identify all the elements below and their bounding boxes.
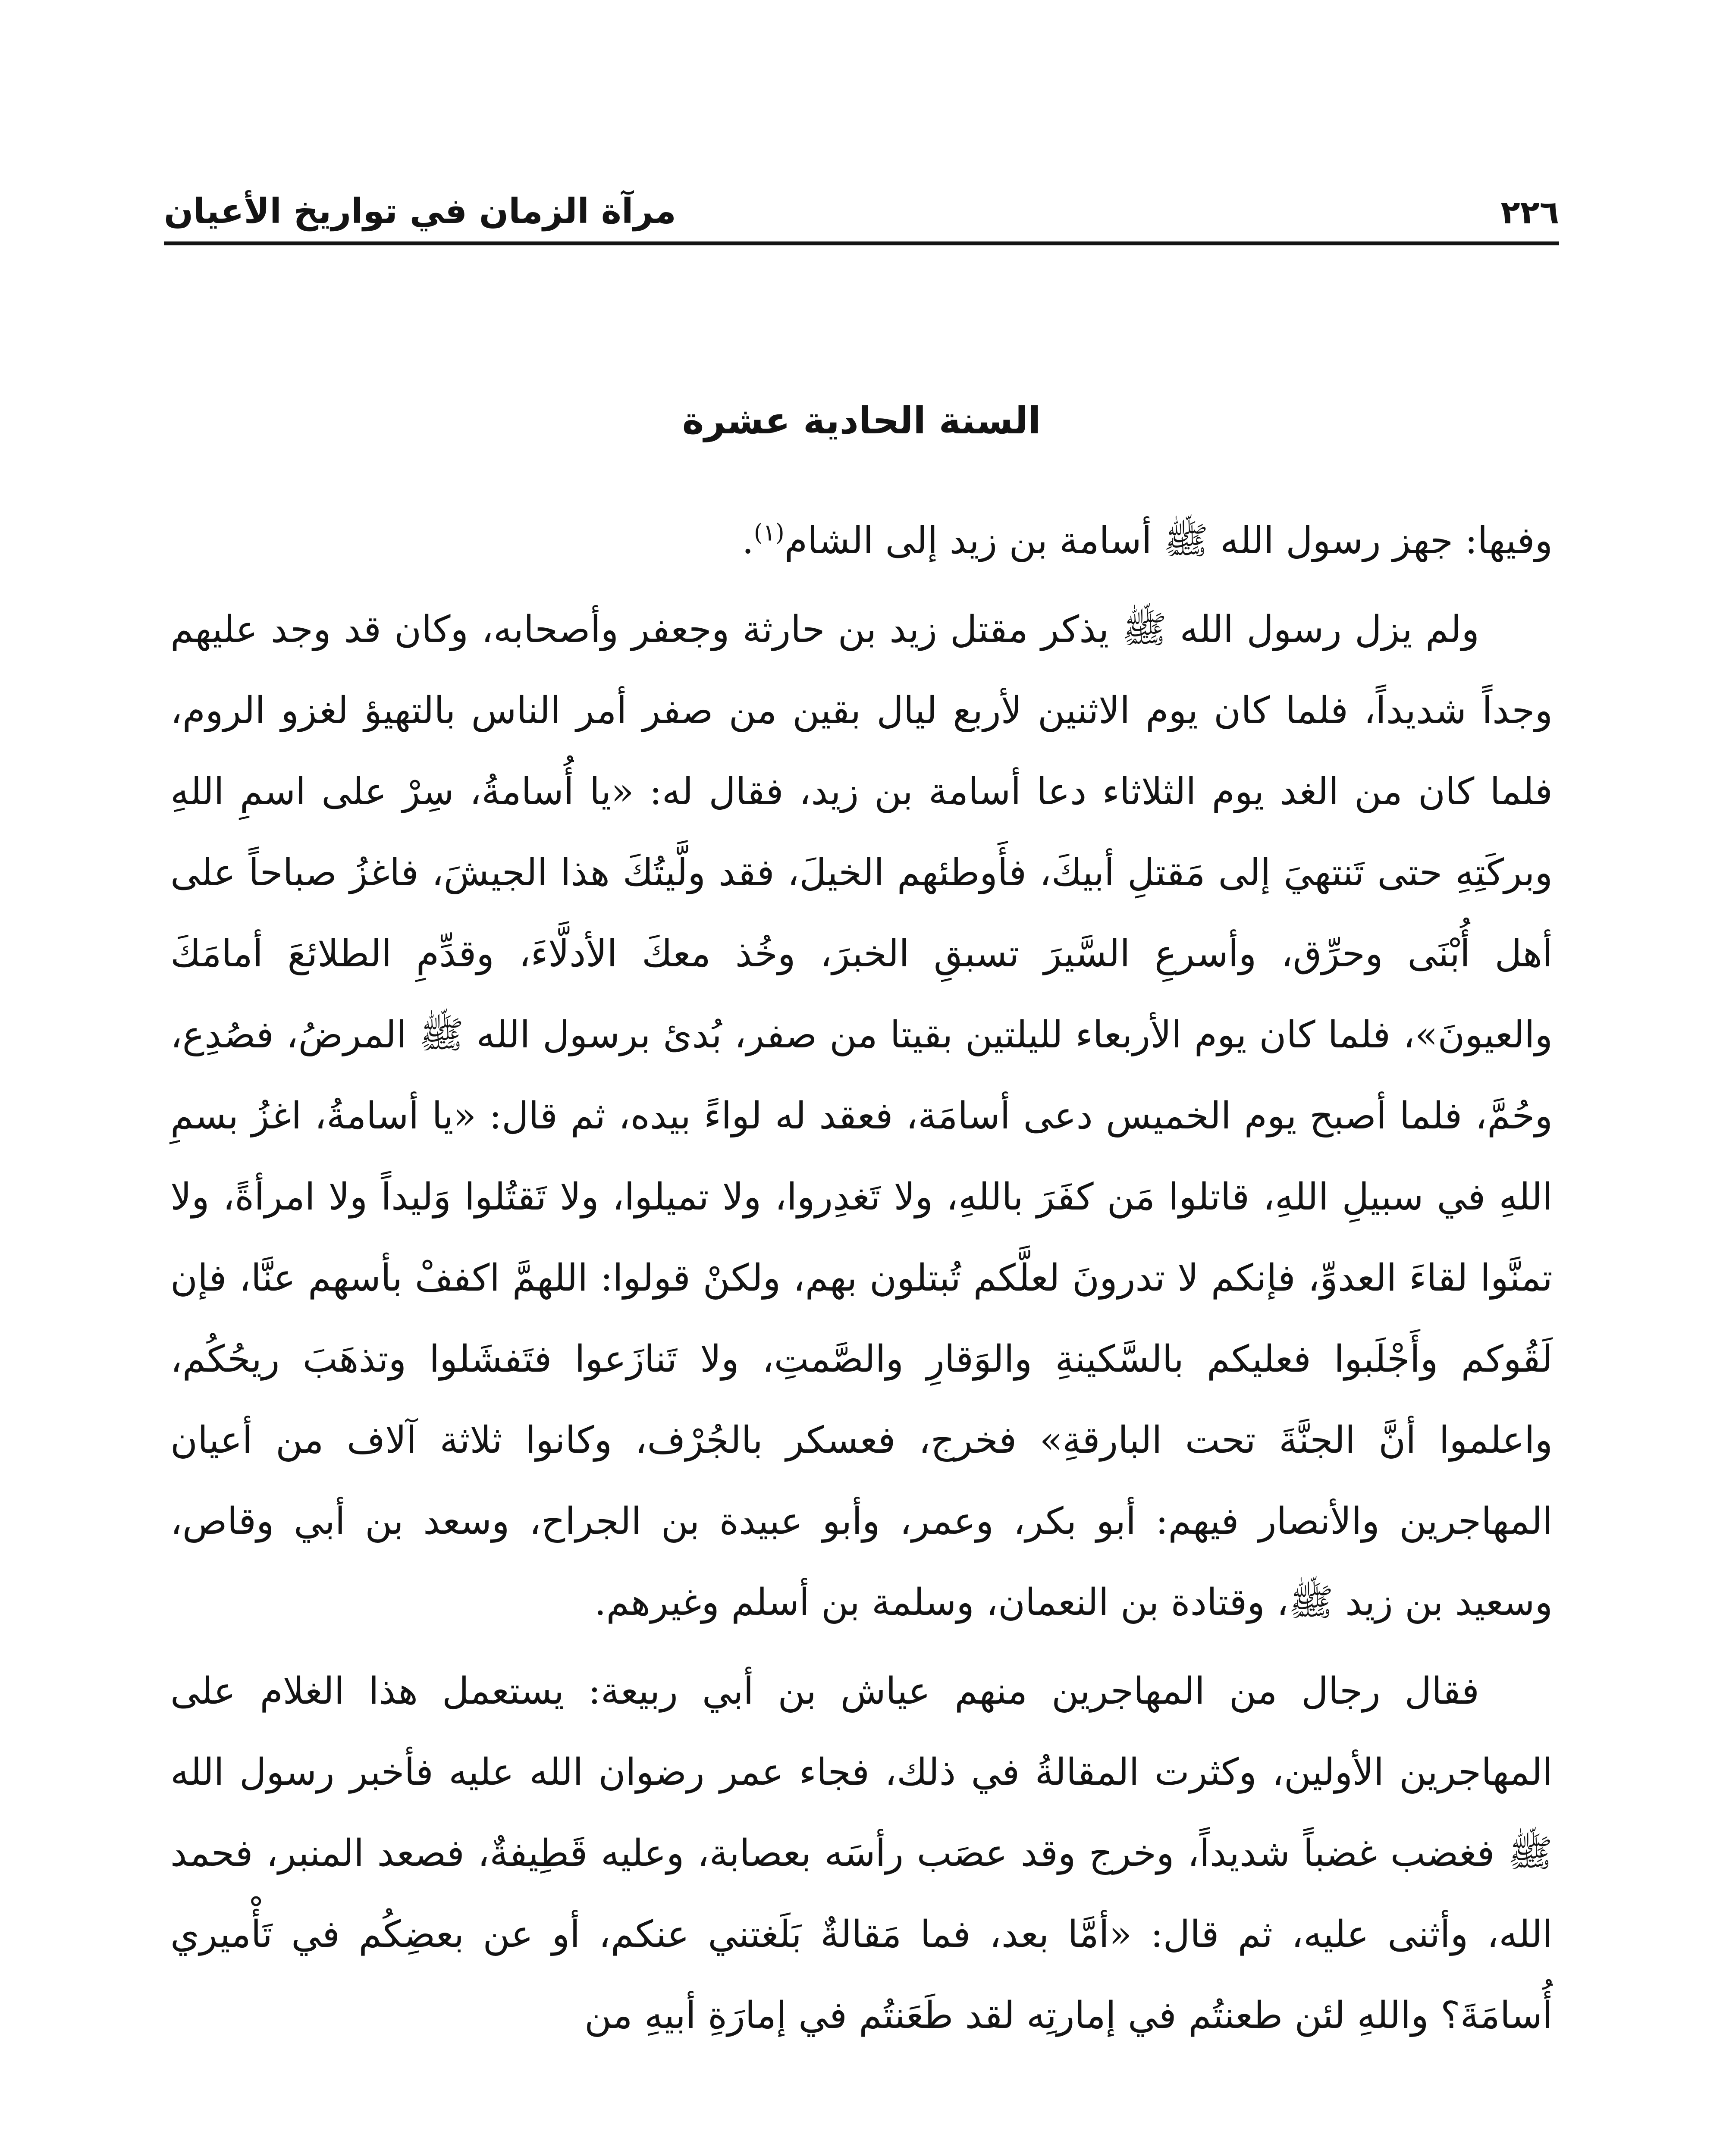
page-number: ٢٢٦ <box>1500 194 1559 231</box>
footnote-reference[interactable]: (١) <box>753 519 785 546</box>
main-text <box>170 500 1553 2064</box>
paragraph-tail: . <box>742 519 754 562</box>
paragraph-text: وفيها: جهز رسول الله ﷺ أسامة بن زيد إلى الشام <box>784 519 1553 562</box>
paragraph: ولم يزل رسول الله ﷺ يذكر مقتل زيد بن حارثة وجعفر وأصحابه، وكان قد وجد عليهم وجداً شديداً، فلما كان يوم الاثنين لأربع ليال بقين من صفر أمر الناس بالتهيؤ لغزو الروم، فلما كان من الغد يوم الثلاثاء دعا أسامة بن زيد، فقال له: «يا أُسامةُ، سِرْ على اسمِ اللهِ وبركَتِهِ حتى تَنتهيَ إلى مَقتلِ أبيكَ، فأَوطئهم الخيلَ، فقد ولَّيتُكَ هذا الجيشَ، فاغزُ صباحاً على أهل أُبْنَى وحرِّق، وأسرعِ السَّيرَ تسبقِ الخبرَ، وخُذ معكَ الأدلَّاءَ، وقدِّمِ الطلائعَ أمامَكَ والعيونَ»، فلما كان يوم الأربعاء لليلتين بقيتا من صفر، بُدئ برسول الله ﷺ المرضُ، فصُدِع، وحُمَّ، فلما أصبح يوم الخميس دعى أسامَة، فعقد له لواءً بيده، ثم قال: «يا أسامةُ، اغزُ بسمِ اللهِ في سبيلِ اللهِ، قاتلوا مَن كفَرَ باللهِ، ولا تَغدِروا، ولا تميلوا، ولا تَقتُلوا وَليداً ولا امرأةً، ولا تمنَّوا لقاءَ العدوِّ، فإنكم لا تدرونَ لعلَّكم تُبتلون بهم، ولكنْ قولوا: اللهمَّ اكففْ بأسهم عنَّا، فإن لَقُوكم وأَجْلَبوا فعليكم بالسَّكينةِ والوَقارِ والصَّمتِ، ولا تَنازَعوا فتَفشَلوا وتذهَبَ ريحُكُم، واعلموا أنَّ الجنَّةَ تحت البارقةِ» فخرج، فعسكر بالجُرْف، وكانوا ثلاثة آلاف من أعيان المهاجرين والأنصار فيهم: أبو بكر، وعمر، وأبو عبيدة بن الجراح، وسعد بن أبي وقاص، وسعيد بن زيد ﷺ، وقتادة بن النعمان، وسلمة بن أسلم وغيرهم. <box>170 608 1553 1624</box>
paragraph <box>170 500 1553 581</box>
header-rule <box>164 241 1559 245</box>
running-header <box>164 164 1559 229</box>
running-title: مرآة الزمان في تواريخ الأعيان <box>164 191 676 231</box>
chapter-title: السنة الحادية عشرة <box>682 399 1041 442</box>
paragraph: فقال رجال من المهاجرين منهم عياش بن أبي ربيعة: يستعمل هذا الغلام على المهاجرين الأولين، وكثرت المقالةُ في ذلك، فجاء عمر رضوان الله عليه فأخبر رسول الله ﷺ فغضب غضباً شديداً، وخرج وقد عصَب رأسَه بعصابة، وعليه قَطِيفةٌ، فصعد المنبر، فحمد الله، وأثنى عليه، ثم قال: «أمَّا بعد، فما مَقالةٌ بَلَغتني عنكم، أو عن بعضِكُم في تَأْميري أُسامَةَ؟ واللهِ لئن طعنتُم في إمارتِه لقد طَعَنتُم في إمارَةِ أبيهِ من <box>170 1670 1553 2037</box>
